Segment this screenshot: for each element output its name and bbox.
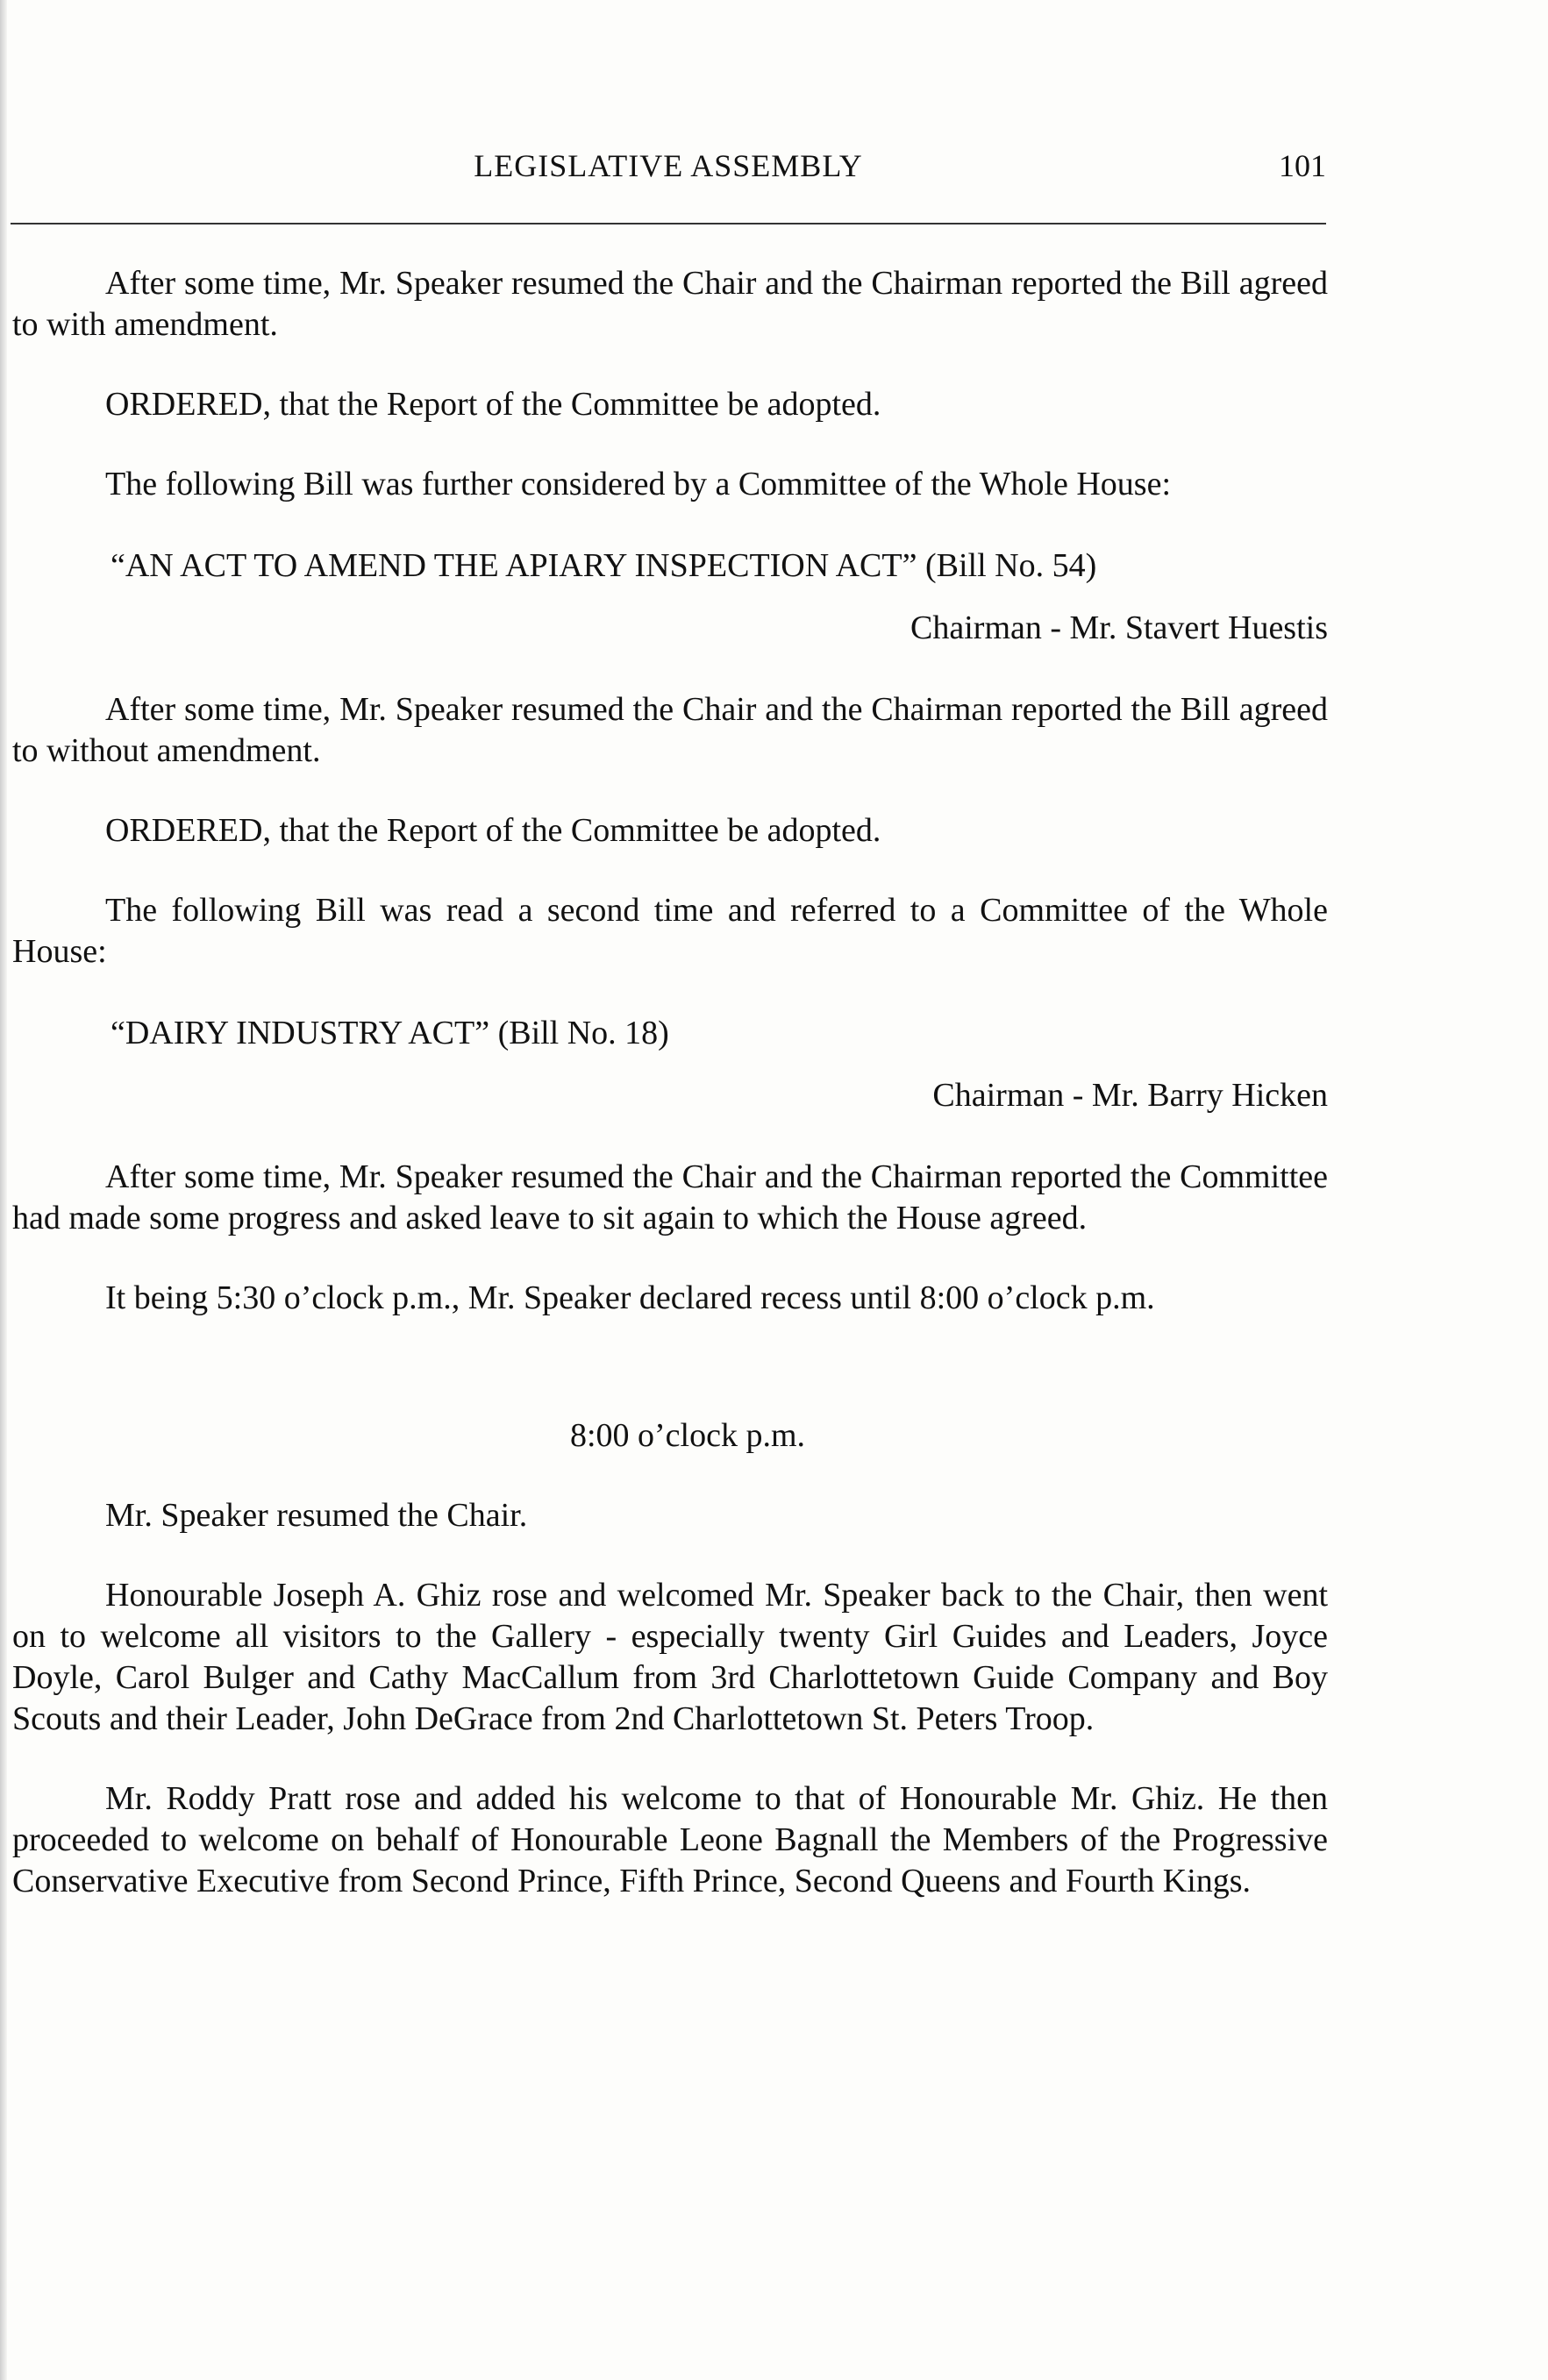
page-number: 101 — [1279, 148, 1326, 183]
paragraph: Honourable Joseph A. Ghiz rose and welcomed Mr. Speaker back to the Chair, then went on to welcome all visitors to the Gallery - especially twenty Girl Guides and Leaders, Joyce Doyle, Carol Bulger and Cathy MacCallum from 3rd Charlottetown Guide Company and Boy Scouts and their Leader, John DeGrace from 2nd Charlottetown St. Peters Troop. — [12, 1577, 1328, 1737]
paragraph: After some time, Mr. Speaker resumed the Chair and the Chairman reported the Bill agreed to without amendment. — [12, 691, 1328, 769]
bill-title: “DAIRY INDUSTRY ACT” (Bill No. 18) — [111, 1015, 669, 1051]
bill-title: “AN ACT TO AMEND THE APIARY INSPECTION ACT” (Bill No. 54) — [111, 547, 1097, 584]
paragraph: Mr. Roddy Pratt rose and added his welcome to that of Honourable Mr. Ghiz. He then proceeded to welcome on behalf of Honourable Leone Bagnall the Members of the Progressive Conservative Executive from Second Prince, Fifth Prince, Second Queens and Fourth Kings. — [12, 1780, 1328, 1899]
paragraph: After some time, Mr. Speaker resumed the Chair and the Chairman reported the Bill agreed to with amendment. — [12, 265, 1328, 343]
paragraph: It being 5:30 o’clock p.m., Mr. Speaker declared recess until 8:00 o’clock p.m. — [105, 1279, 1155, 1316]
session-time-heading: 8:00 o’clock p.m. — [569, 1417, 806, 1454]
paragraph: The following Bill was further considered by a Committee of the Whole House: — [105, 466, 1172, 502]
paragraph: The following Bill was read a second time and referred to a Committee of the Whole House: — [12, 892, 1328, 970]
chairman-line: Chairman - Mr. Barry Hicken — [932, 1077, 1328, 1114]
document-body — [12, 263, 1328, 1902]
paragraph: Mr. Speaker resumed the Chair. — [105, 1497, 528, 1534]
scan-edge-shadow — [0, 0, 7, 2380]
chairman-line: Chairman - Mr. Stavert Huestis — [910, 609, 1328, 646]
header-rule — [11, 223, 1326, 224]
paragraph: ORDERED, that the Report of the Committee be adopted. — [105, 386, 881, 423]
page-header — [11, 147, 1326, 191]
paragraph: After some time, Mr. Speaker resumed the Chair and the Chairman reported the Committee had made some progress and asked leave to sit again to which the House agreed. — [12, 1158, 1328, 1236]
header-title: LEGISLATIVE ASSEMBLY — [474, 148, 863, 183]
paragraph: ORDERED, that the Report of the Committee be adopted. — [105, 812, 881, 849]
